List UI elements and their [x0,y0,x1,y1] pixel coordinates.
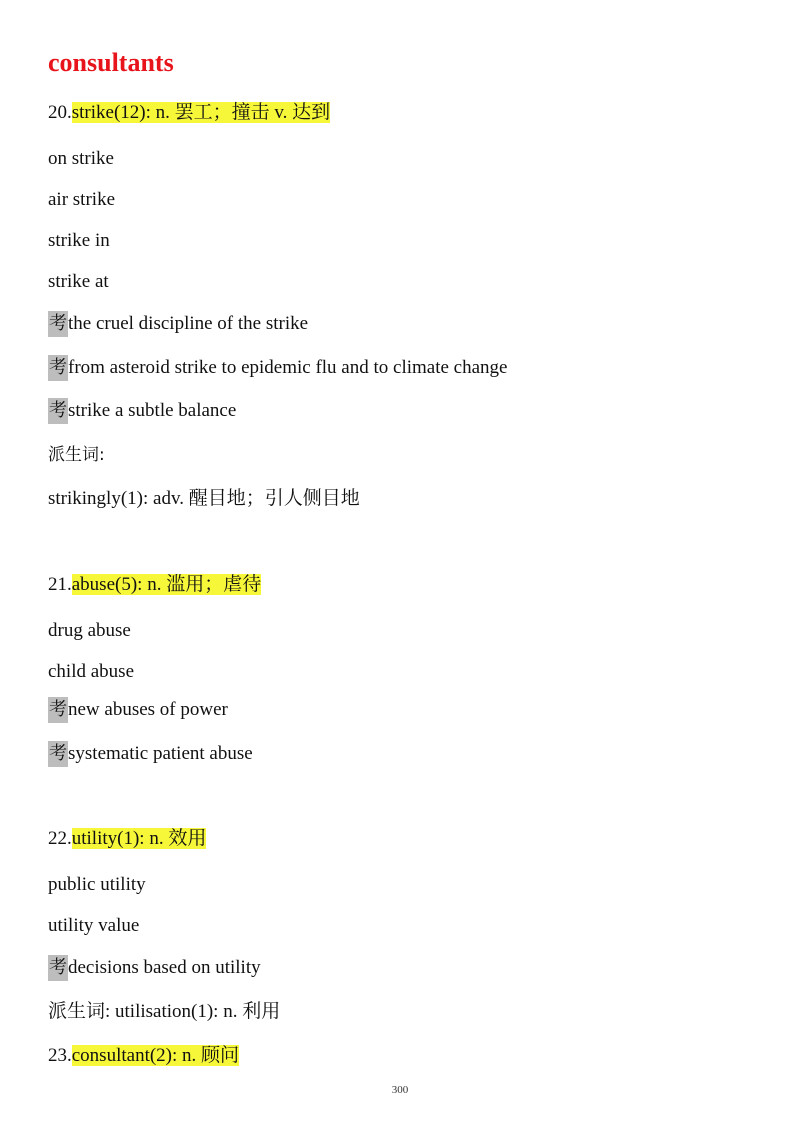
derived-line: 派生词: utilisation(1): n. 利用 [48,1001,281,1022]
entry-22-heading [48,826,206,852]
derived-label: 派生词: [48,445,105,465]
exam-text: from asteroid strike to epidemic flu and to climate change [68,357,508,378]
entry-headword-highlight: abuse(5): n. 滥用；虐待 [71,574,262,595]
exam-mark: 考 [48,741,68,767]
exam-mark: 考 [48,697,68,723]
derived-line: strikingly(1): adv. 醒目地；引人侧目地 [48,488,360,509]
exam-line [48,955,261,981]
phrase-line: drug abuse [48,620,131,641]
exam-mark: 考 [48,398,68,424]
exam-text: the cruel discipline of the strike [68,313,309,334]
phrase-line: public utility [48,874,146,895]
exam-line [48,355,508,381]
exam-mark: 考 [48,955,68,981]
entry-number: 20. [48,102,72,123]
exam-mark: 考 [48,311,68,337]
page-number: 300 [391,1084,409,1096]
entry-number: 22. [48,828,72,849]
exam-line [48,311,308,337]
page-title: consultants [48,48,174,77]
exam-text: new abuses of power [68,699,228,720]
exam-line [48,398,236,424]
entry-headword-highlight: strike(12): n. 罢工；撞击 v. 达到 [71,102,331,123]
phrase-line: utility value [48,915,140,936]
exam-text: systematic patient abuse [68,743,253,764]
phrase-line: strike at [48,271,109,292]
exam-mark: 考 [48,355,68,381]
phrase-line: on strike [48,148,114,169]
exam-line [48,741,253,767]
entry-20-heading [48,100,330,126]
phrase-line: child abuse [48,661,135,682]
entry-number: 23. [48,1045,72,1066]
phrase-line: strike in [48,230,110,251]
exam-text: decisions based on utility [68,957,261,978]
exam-text: strike a subtle balance [68,400,237,421]
entry-23-heading [48,1043,239,1069]
phrase-line: air strike [48,189,116,210]
exam-line [48,697,228,723]
entry-21-heading [48,572,261,598]
entry-number: 21. [48,574,72,595]
entry-headword-highlight: utility(1): n. 效用 [71,828,207,849]
entry-headword-highlight: consultant(2): n. 顾问 [71,1045,240,1066]
